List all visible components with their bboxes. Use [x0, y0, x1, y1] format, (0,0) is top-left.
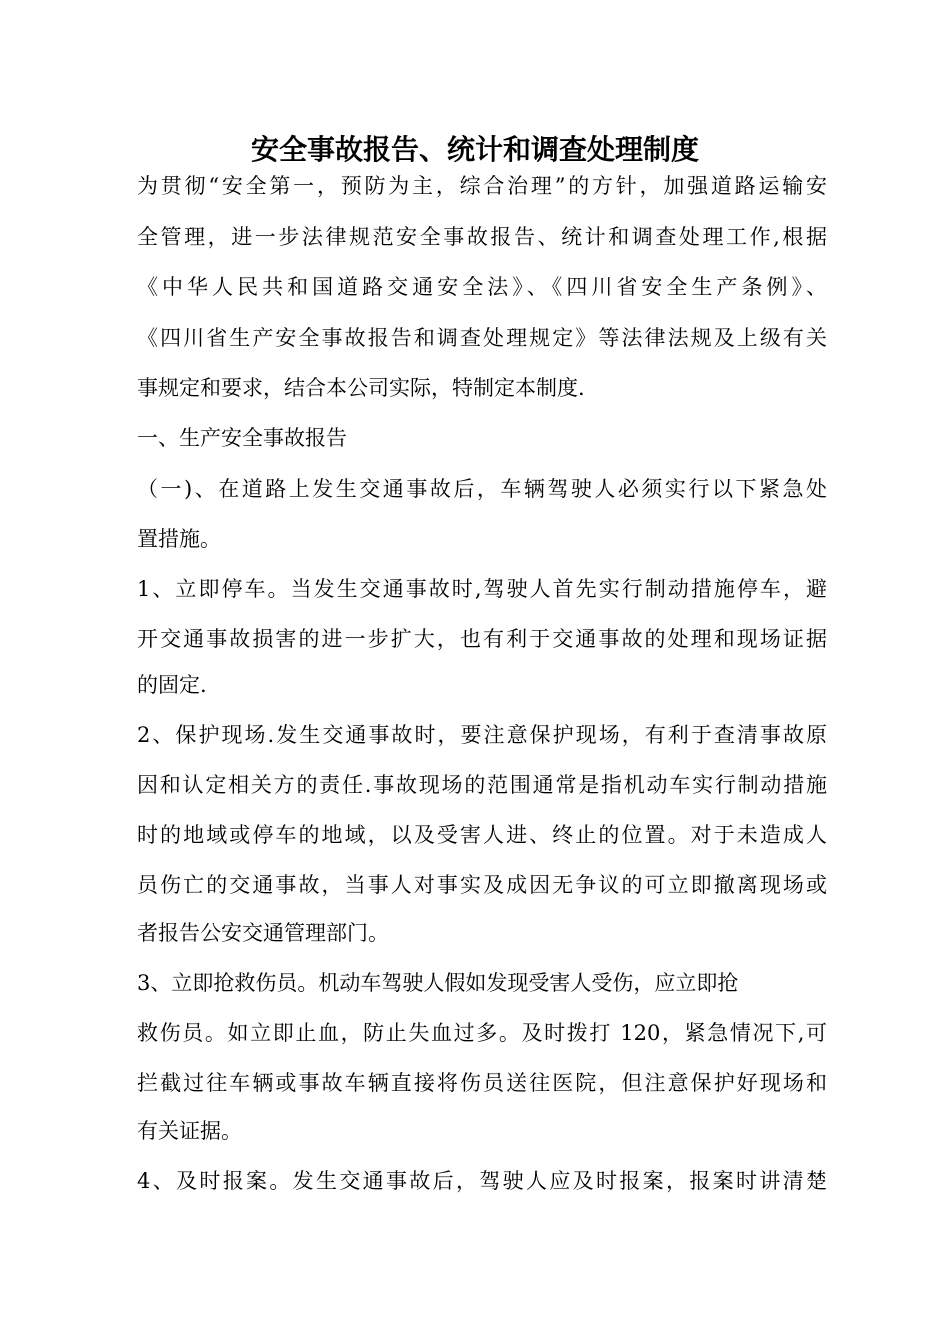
text-line: 的固定. — [137, 673, 207, 697]
text-line: 有关证据。 — [137, 1119, 242, 1143]
text-line: 为贯彻“安全第一，预防为主，综合治理”的方针，加强道路运输安 — [137, 174, 827, 198]
text-line: 救伤员。如立即止血，防止失血过多。及时拨打 120，紧急情况下,可 — [137, 1021, 827, 1045]
text-line: 4、及时报案。发生交通事故后，驾驶人应及时报案，报案时讲清楚 — [137, 1169, 827, 1193]
text-line: 员伤亡的交通事故，当事人对事实及成因无争议的可立即撤离现场或 — [137, 873, 827, 897]
text-line: 3、立即抢救伤员。机动车驾驶人假如发现受害人受伤，应立即抢 — [137, 971, 739, 995]
text-line: 事规定和要求，结合本公司实际，特制定本制度. — [137, 376, 585, 400]
section-heading: 一、生产安全事故报告 — [137, 426, 347, 450]
text-line: （一)、在道路上发生交通事故后，车辆驾驶人必须实行以下紧急处 — [137, 477, 827, 501]
text-line: 开交通事故损害的进一步扩大，也有利于交通事故的处理和现场证据 — [137, 627, 827, 651]
document-title: 安全事故报告、统计和调查处理制度 — [250, 133, 699, 166]
text-line: 时的地域或停车的地域，以及受害人进、终止的位置。对于未造成人 — [137, 823, 827, 847]
text-line: 置措施。 — [137, 527, 221, 551]
text-line: 全管理，进一步法律规范安全事故报告、统计和调查处理工作,根据 — [137, 225, 827, 249]
text-line: 者报告公安交通管理部门。 — [137, 921, 389, 945]
text-line: 1、立即停车。当发生交通事故时,驾驶人首先实行制动措施停车，避 — [137, 577, 827, 601]
text-line: 2、保护现场.发生交通事故时，要注意保护现场，有利于查清事故原 — [137, 723, 827, 747]
text-line: 因和认定相关方的责任.事故现场的范围通常是指机动车实行制动措施 — [137, 773, 827, 797]
text-line: 拦截过往车辆或事故车辆直接将伤员送往医院，但注意保护好现场和 — [137, 1071, 827, 1095]
text-line: 《四川省生产安全事故报告和调查处理规定》等法律法规及上级有关 — [137, 326, 827, 350]
text-line: 《中华人民共和国道路交通安全法》、《四川省安全生产条例》、 — [137, 275, 827, 299]
